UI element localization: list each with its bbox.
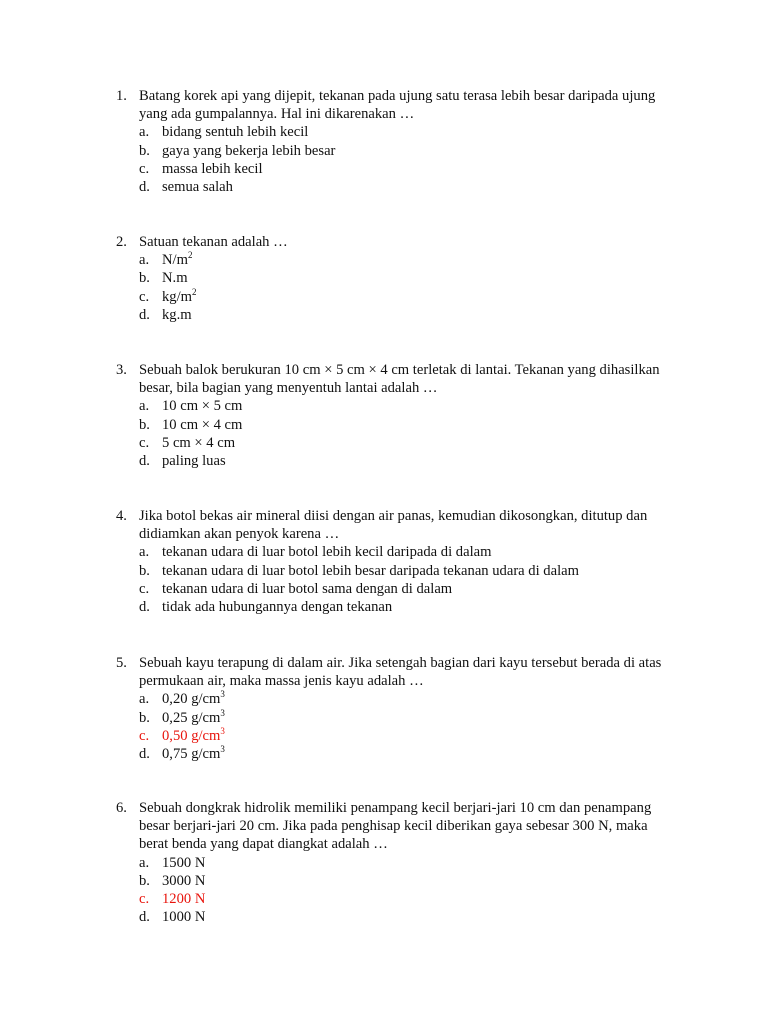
question-number: 1. — [116, 88, 127, 104]
option-a — [116, 854, 676, 872]
option-value: 0,25 g/cm — [162, 709, 221, 726]
option-b — [116, 142, 676, 160]
option-list — [116, 123, 676, 196]
option-c — [116, 580, 676, 598]
option-a — [116, 543, 676, 561]
question-text: Sebuah balok berukuran 10 cm × 5 cm × 4 cm terletak di lantai. Tekanan yang dihasilkan besar, bila bagian yang menyentuh lantai adalah … — [139, 362, 660, 397]
option-value: 0,50 g/cm — [162, 727, 221, 744]
option-text: tekanan udara di luar botol lebih kecil daripada di dalam — [162, 544, 492, 561]
option-text: 5 cm × 4 cm — [162, 434, 236, 451]
option-exponent: 3 — [220, 689, 225, 700]
option-letter: b. — [139, 416, 150, 433]
option-letter: a. — [139, 252, 150, 269]
option-exponent: 2 — [187, 250, 193, 261]
question-text: Sebuah kayu terapung di dalam air. Jika setengah bagian dari kayu tersebut berada di atas permukaan air, maka massa jenis kayu adalah … — [139, 655, 662, 690]
option-letter: b. — [139, 872, 150, 889]
option-c-highlighted — [116, 890, 676, 908]
option-value: kg/m — [162, 288, 192, 305]
option-text: massa lebih kecil — [162, 160, 263, 177]
option-letter: b. — [139, 270, 150, 287]
question-text: Satuan tekanan adalah … — [139, 234, 288, 250]
option-list — [116, 854, 676, 927]
option-text — [162, 727, 225, 745]
option-letter: d. — [139, 909, 150, 926]
option-d — [116, 908, 676, 926]
option-letter: c. — [139, 160, 150, 177]
option-letter: d. — [139, 179, 150, 196]
option-text: tekanan udara di luar botol lebih besar daripada tekanan udara di dalam — [162, 562, 579, 579]
option-value: 0,20 g/cm — [162, 691, 221, 708]
option-letter: a. — [139, 398, 150, 415]
option-c — [116, 160, 676, 178]
option-letter: a. — [139, 124, 150, 141]
option-text: 10 cm × 5 cm — [162, 398, 243, 415]
option-text: 10 cm × 4 cm — [162, 416, 243, 433]
option-d — [116, 178, 676, 196]
option-letter: c. — [139, 288, 150, 305]
option-text: tidak ada hubungannya dengan tekanan — [162, 599, 393, 616]
option-list — [116, 397, 676, 470]
option-d — [116, 452, 676, 470]
option-a — [116, 397, 676, 415]
question-number: 5. — [116, 655, 127, 671]
option-letter: a. — [139, 544, 150, 561]
option-letter: b. — [139, 709, 150, 726]
option-text — [162, 288, 197, 306]
option-value: N/m — [162, 252, 188, 269]
option-text — [162, 251, 192, 269]
question-6 — [116, 799, 676, 926]
option-letter: c. — [139, 434, 150, 451]
option-text: bidang sentuh lebih kecil — [162, 124, 309, 141]
option-exponent: 3 — [220, 744, 225, 755]
option-b — [116, 709, 676, 727]
option-text — [162, 745, 225, 763]
option-text: kg.m — [162, 306, 192, 323]
question-text: Batang korek api yang dijepit, tekanan pada ujung satu terasa lebih besar daripada ujung yang ada gumpalannya. Hal ini dikarenakan … — [139, 88, 656, 123]
option-letter: d. — [139, 599, 150, 616]
option-letter: c. — [139, 580, 150, 597]
option-letter: a. — [139, 854, 150, 871]
question-text: Jika botol bekas air mineral diisi dengan air panas, kemudian dikosongkan, ditutup dan didiamkan akan penyok karena … — [139, 508, 648, 543]
option-text — [162, 709, 225, 727]
option-letter: d. — [139, 746, 150, 763]
option-text: paling luas — [162, 453, 226, 470]
option-d — [116, 598, 676, 616]
option-list — [116, 543, 676, 616]
option-exponent: 2 — [192, 286, 197, 297]
question-number: 6. — [116, 800, 127, 816]
option-a — [116, 251, 676, 269]
question-text: Sebuah dongkrak hidrolik memiliki penampang kecil berjari-jari 10 cm dan penampang besar berjari-jari 20 cm. Jika pada penghisap kecil diberikan gaya sebesar 300 N, maka berat benda yang dapat diangkat adalah … — [139, 800, 652, 853]
option-d — [116, 745, 676, 763]
option-text: 3000 N — [162, 872, 206, 889]
question-2 — [116, 233, 676, 324]
option-text: 1500 N — [162, 854, 206, 871]
option-letter: a. — [139, 691, 150, 708]
question-5 — [116, 654, 676, 763]
option-text: 1200 N — [162, 891, 206, 908]
option-letter: b. — [139, 142, 150, 159]
option-a — [116, 690, 676, 708]
question-3 — [116, 361, 676, 470]
option-c-highlighted — [116, 727, 676, 745]
option-c — [116, 288, 676, 306]
option-c — [116, 434, 676, 452]
option-text — [162, 690, 225, 708]
option-text: semua salah — [162, 179, 233, 196]
option-d — [116, 306, 676, 324]
question-number: 4. — [116, 508, 127, 524]
option-letter: c. — [139, 891, 150, 908]
option-b — [116, 416, 676, 434]
option-text: N.m — [162, 270, 188, 287]
option-list — [116, 690, 676, 763]
question-number: 2. — [116, 234, 127, 250]
option-text: tekanan udara di luar botol sama dengan di dalam — [162, 580, 453, 597]
option-list — [116, 251, 676, 324]
question-4 — [116, 507, 676, 616]
option-value: 0,75 g/cm — [162, 746, 221, 763]
option-exponent: 3 — [220, 725, 225, 736]
option-b — [116, 562, 676, 580]
option-letter: c. — [139, 727, 150, 744]
option-b — [116, 269, 676, 287]
option-letter: d. — [139, 306, 150, 323]
option-letter: b. — [139, 562, 150, 579]
option-letter: d. — [139, 453, 150, 470]
option-text: gaya yang bekerja lebih besar — [162, 142, 336, 159]
question-number: 3. — [116, 362, 127, 378]
option-text: 1000 N — [162, 909, 206, 926]
option-exponent: 3 — [220, 707, 225, 718]
question-1 — [116, 87, 676, 196]
option-a — [116, 123, 676, 141]
option-b — [116, 872, 676, 890]
